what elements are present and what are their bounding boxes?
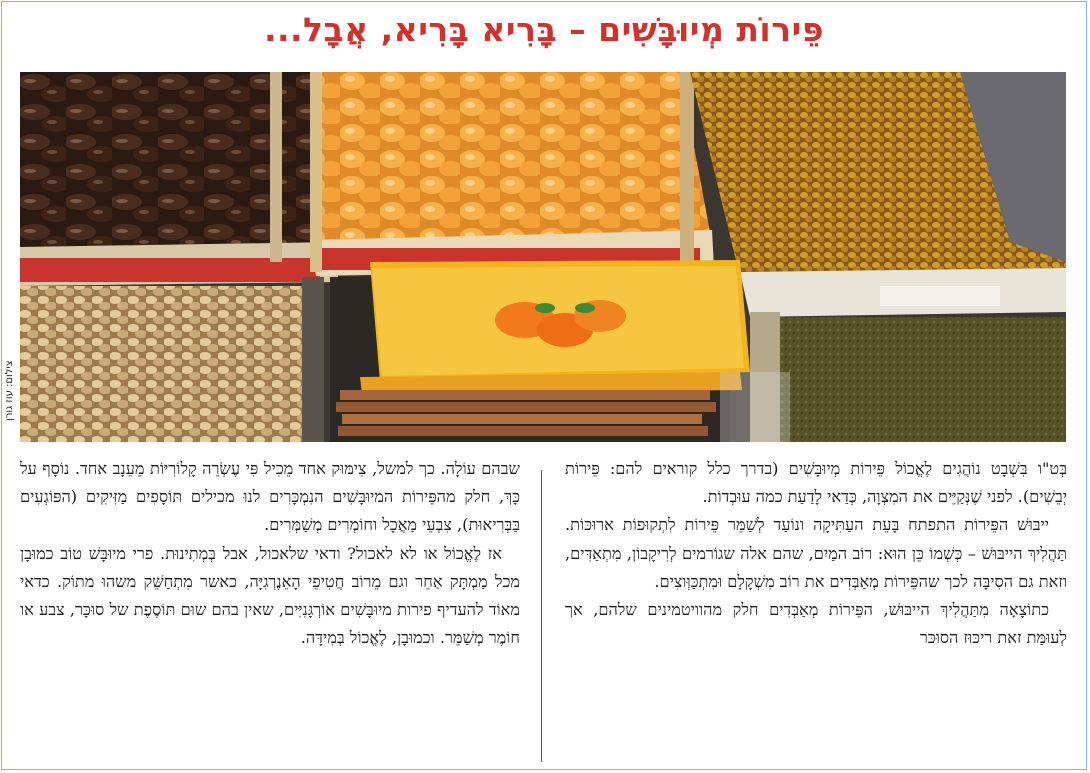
paragraph: אז לֶאֱכוֹל או לא לאכול? ודאי שלאכול, אבל בְּמְתִינוּת. פרי מיוּבָּשׁ טוֹב כמוּבָן מכל מַמְתָּק אַחֵר וגם מֵרוֹב חֲטִיפֵי הָאֵנֶרְגִיָּה, כאשר מִתְחַשֵּׁק משהוּ מתוֹק. כדאי מאוֹד להעדיף פירות מיוּבָּשִׁים אוֹרְגָּנִיִּים, שאין בהם שוּם תּוֹסֶפֶת של סוּכָּר, צבע או חוֹמֶר מְשַׁמֵּר. וכמוּבָן, לֶאֱכוֹל בְּמִידָּה. [20, 543, 520, 648]
dates-pile [20, 72, 335, 247]
paragraph: ייבּוּשׁ הפֵּירוֹת התפתח בָּעֵת העַתִּיקָה ונוֹעַד לְשַׁמֵּר פֵּירוֹת לִתְקוּפוֹת ארוּכּוֹת. תַּהֲלִיךְ הייבּוּשׁ – כְּשְׁמוֹ כֵּן הוּא: רוֹב המַיִם, שהם אלה שגוֹרמים לְרִיקָבוֹן, מִתְאַדִּים, וזאת גם הסִיבָּה לכך שהפֵּירוֹת מְאַבְּדִים את רוֹב מִשְׁקָלָם וּמִתְכַּוְּוצִים. [565, 515, 1067, 591]
page-title: פֵּירוֹת מְיוּבָּשִׁים – בָּרִיא בָּרִיא, אֲבָל... [263, 10, 825, 49]
article-column-right [565, 455, 1067, 652]
article-column-left [20, 455, 520, 652]
column-divider [541, 470, 542, 762]
paragraph: שבהם עוֹלָה. כך למשל, צִימּוּק אחד מֵכִיל פִּי עֶשְׂרֵה קָלוֹרִיּוֹת מֵעֵנָב אחד. נוֹסָף על כָּךְ, חלק מהפֵּירוֹת המיוּבָּשִׁים הנִמְכָּרִים לנוּ מכילים תּוֹסָפִים מַזִּיקִים (הפּוֹגְעִים בַּבְּרִיאוּת), צִבְעֵי מַאֲכָל וחוֹמְרִים מְשַׁמְּרִים. [20, 459, 520, 535]
dried-fruits-photo [20, 72, 1066, 442]
paragraph: בְּט"ו בִּשְׁבָט נוֹהֲגִים לֶאֱכוֹל פֵּירוֹת מְיוּבָּשִׁים (בדרך כלל קוראים להם: פֵּירוֹת יְבֵשִׁים). לפני שֶׁנְּקַיֵּים את המִצְוָה, כְּדַאי לָדַעַת כמה עוּבְדוֹת. [565, 459, 1067, 507]
photo-credit: צילום: עוז גורן [4, 360, 15, 421]
spice-pile [780, 317, 1066, 442]
apricots-pile [310, 72, 710, 242]
walnuts-pile [20, 286, 310, 442]
paragraph: כתוֹצָאָה מִתַּהֲלִיךְ הייבּוּשׁ, הפֵּירוֹת מְאַבְּדִים חלק מהוויטמינים שלהם, אך לְעוּמַּת זאת ריכּוּז הסוּכּר [565, 600, 1067, 648]
